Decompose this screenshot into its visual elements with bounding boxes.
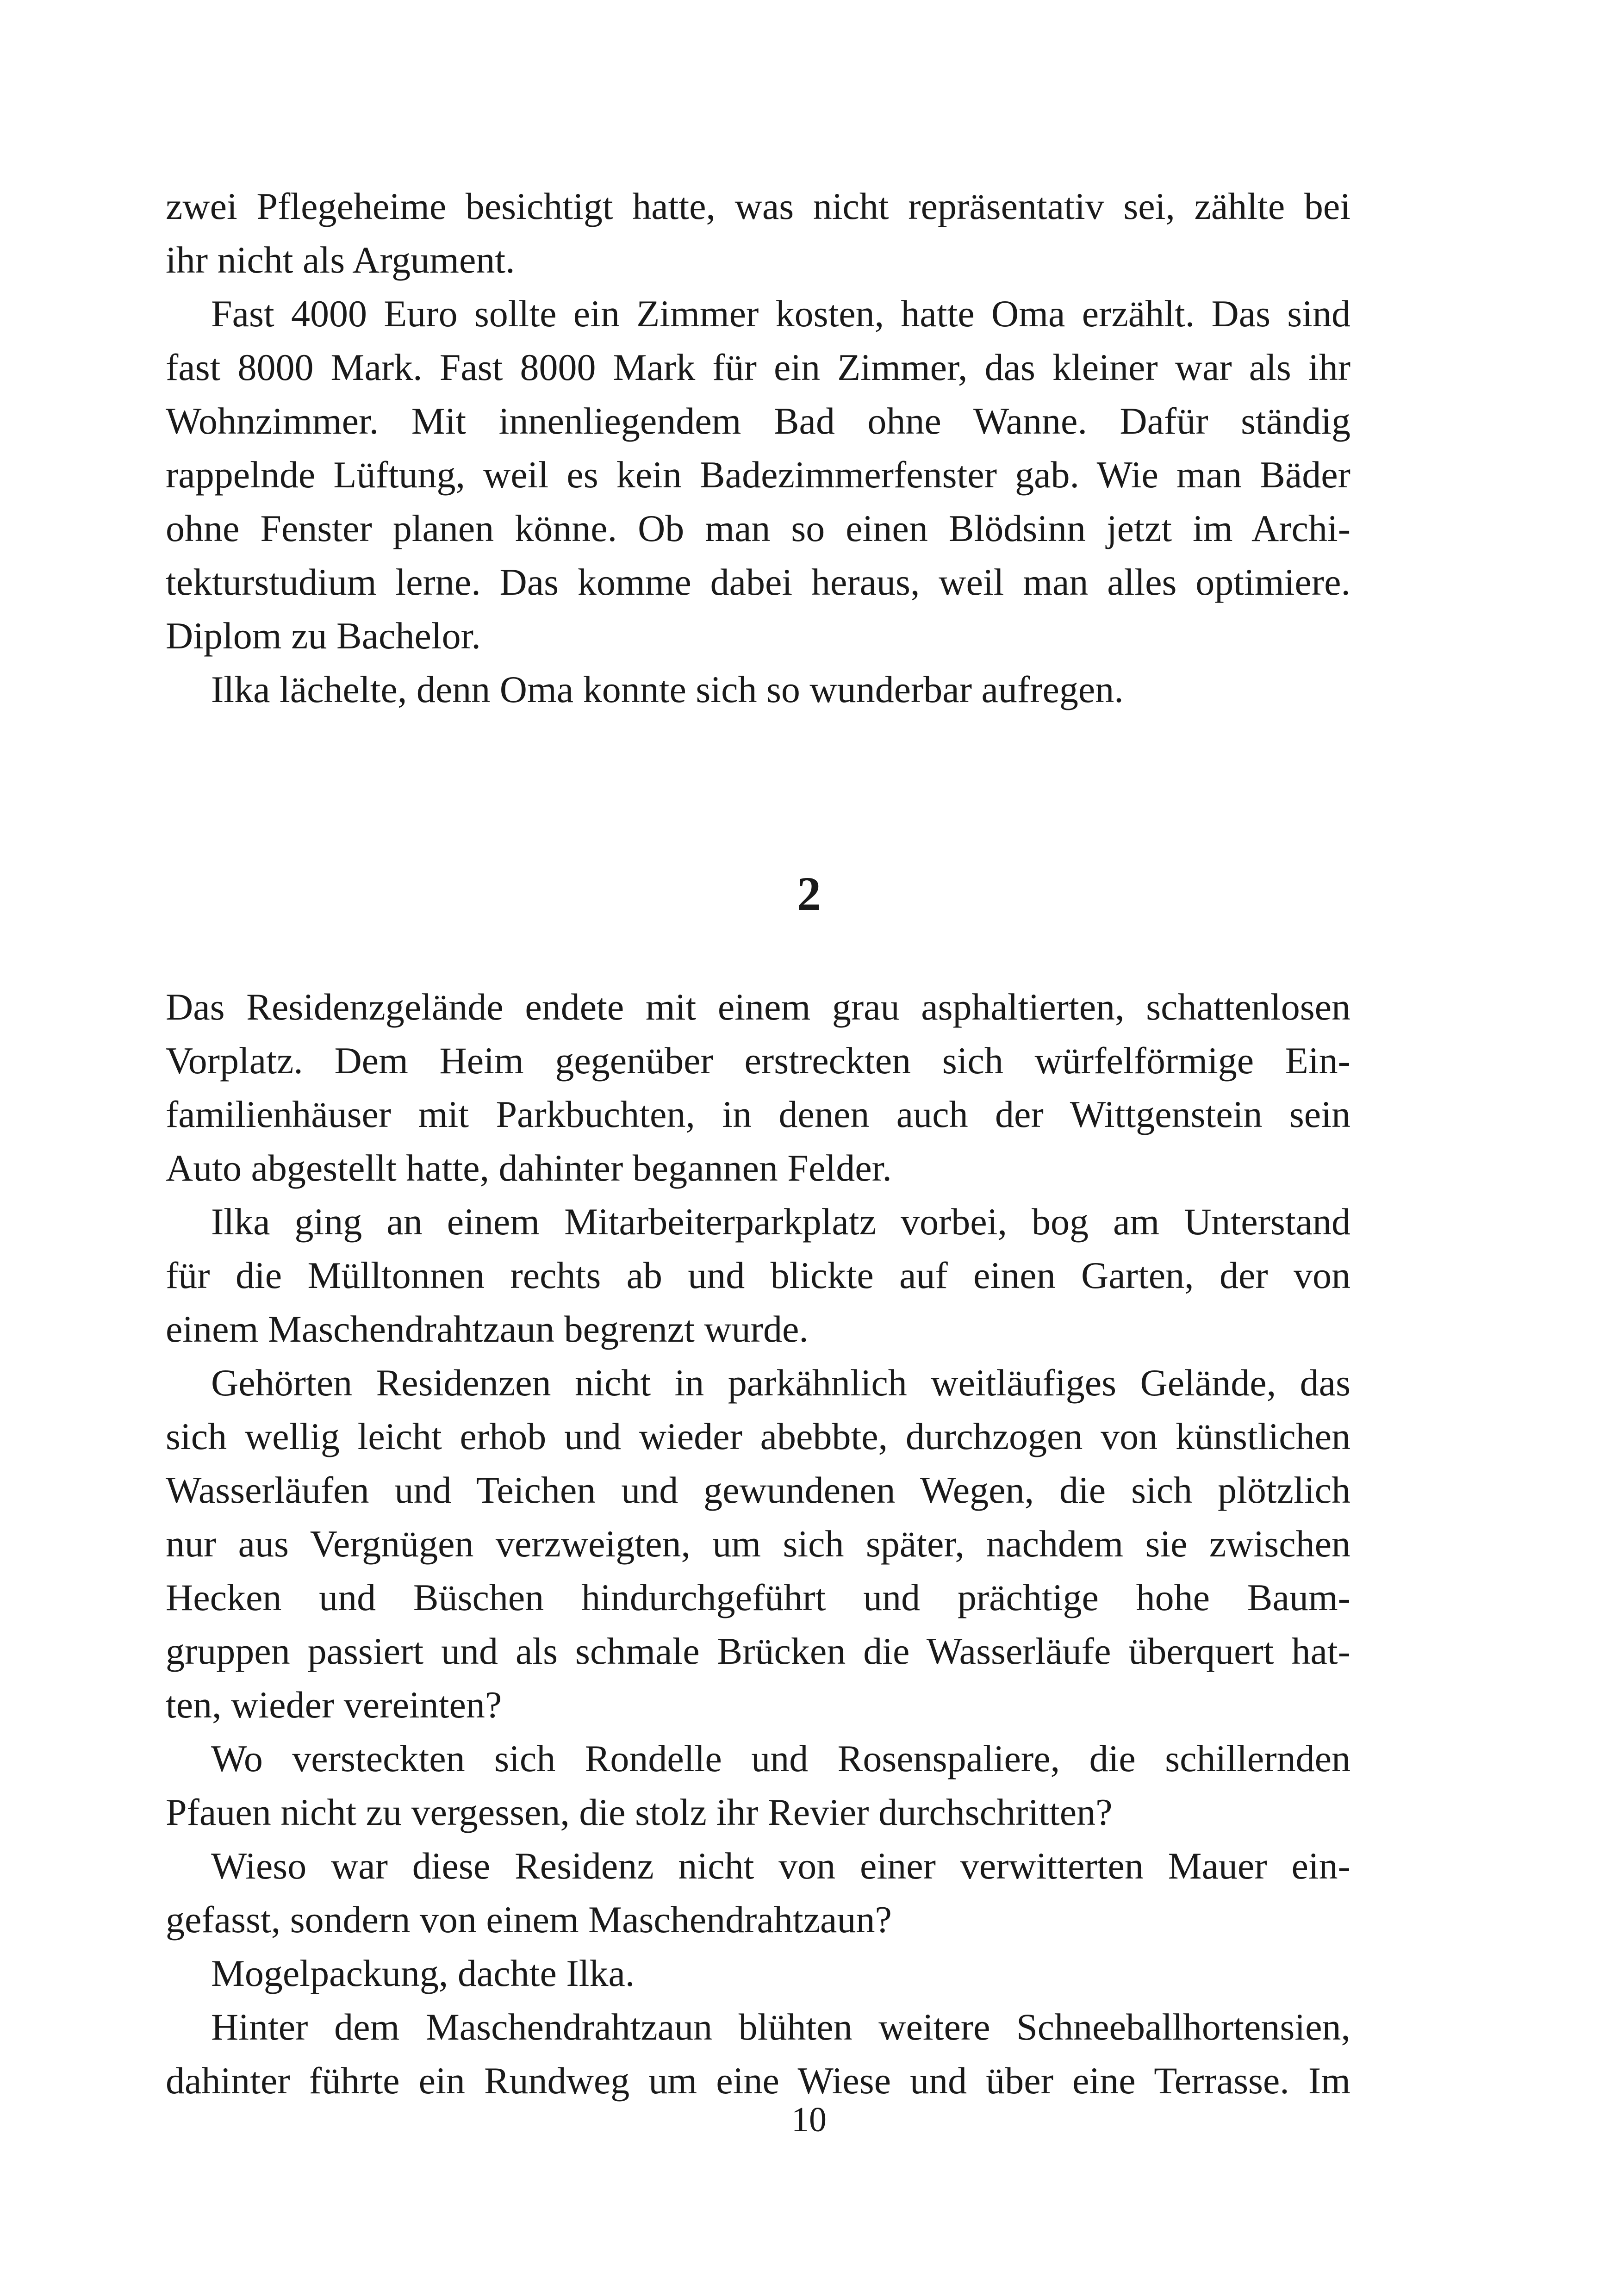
chapter-number: 2 — [797, 867, 821, 921]
text-line: gruppen passiert und als schmale Brücken die Wasserläufe überquert hat- — [166, 1630, 1350, 1672]
text-line: für die Mülltonnen rechts ab und blickte auf einen Garten, der von — [166, 1254, 1350, 1296]
text-line: rappelnde Lüftung, weil es kein Badezimmerfenster gab. Wie man Bäder — [166, 454, 1350, 496]
text-line: Wo versteckten sich Rondelle und Rosenspaliere, die schillernden — [211, 1737, 1350, 1780]
text-line: nur aus Vergnügen verzweigten, um sich später, nachdem sie zwischen — [166, 1523, 1350, 1565]
text-line: Wohnzimmer. Mit innenliegendem Bad ohne Wanne. Dafür ständig — [166, 400, 1350, 442]
text-line: Vorplatz. Dem Heim gegenüber erstreckten sich würfelförmige Ein- — [166, 1039, 1350, 1082]
paragraph-block-top — [166, 180, 1350, 716]
text-line: Hecken und Büschen hindurchgeführt und prächtige hohe Baum- — [166, 1576, 1350, 1618]
text-line: Wasserläufen und Teichen und gewundenen Wegen, die sich plötzlich — [166, 1469, 1350, 1511]
text-line: Diplom zu Bachelor. — [166, 615, 481, 657]
text-line: sich wellig leicht erhob und wieder abebbte, durchzogen von künstlichen — [166, 1415, 1350, 1457]
text-line: gefasst, sondern von einem Maschendrahtzaun? — [166, 1898, 892, 1941]
text-line: ihr nicht als Argument. — [166, 239, 515, 281]
text-line: dahinter führte ein Rundweg um eine Wiese und über eine Terrasse. Im — [166, 2060, 1350, 2102]
text-line: Ilka lächelte, denn Oma konnte sich so wunderbar aufregen. — [211, 668, 1124, 710]
text-line: Wieso war diese Residenz nicht von einer verwitterten Mauer ein- — [211, 1845, 1350, 1887]
page-number: 10 — [791, 2100, 827, 2139]
text-line: familienhäuser mit Parkbuchten, in denen auch der Wittgenstein sein — [166, 1093, 1350, 1135]
text-line: ohne Fenster planen könne. Ob man so einen Blödsinn jetzt im Archi- — [166, 507, 1350, 549]
paragraph-block-bottom — [166, 980, 1350, 2108]
text-line: tekturstudium lerne. Das komme dabei heraus, weil man alles optimiere. — [166, 561, 1350, 603]
text-line: Auto abgestellt hatte, dahinter begannen Felder. — [166, 1147, 892, 1189]
text-line: Mogelpackung, dachte Ilka. — [211, 1952, 635, 1994]
text-line: fast 8000 Mark. Fast 8000 Mark für ein Zimmer, das kleiner war als ihr — [166, 346, 1350, 388]
text-line: Ilka ging an einem Mitarbeiterparkplatz vorbei, bog am Unterstand — [211, 1201, 1350, 1243]
text-line: Pfauen nicht zu vergessen, die stolz ihr Revier durchschritten? — [166, 1791, 1113, 1833]
text-line: Das Residenzgelände endete mit einem grau asphaltierten, schattenlosen — [166, 986, 1350, 1028]
text-line: ten, wieder vereinten? — [166, 1684, 502, 1726]
text-line: Gehörten Residenzen nicht in parkähnlich weitläufiges Gelände, das — [211, 1362, 1350, 1404]
text-line: einem Maschendrahtzaun begrenzt wurde. — [166, 1308, 809, 1350]
text-line: zwei Pflegeheime besichtigt hatte, was nicht repräsentativ sei, zählte bei — [166, 185, 1350, 227]
text-line: Hinter dem Maschendrahtzaun blühten weitere Schneeballhortensien, — [211, 2006, 1350, 2048]
text-line: Fast 4000 Euro sollte ein Zimmer kosten, hatte Oma erzählt. Das sind — [211, 292, 1350, 335]
